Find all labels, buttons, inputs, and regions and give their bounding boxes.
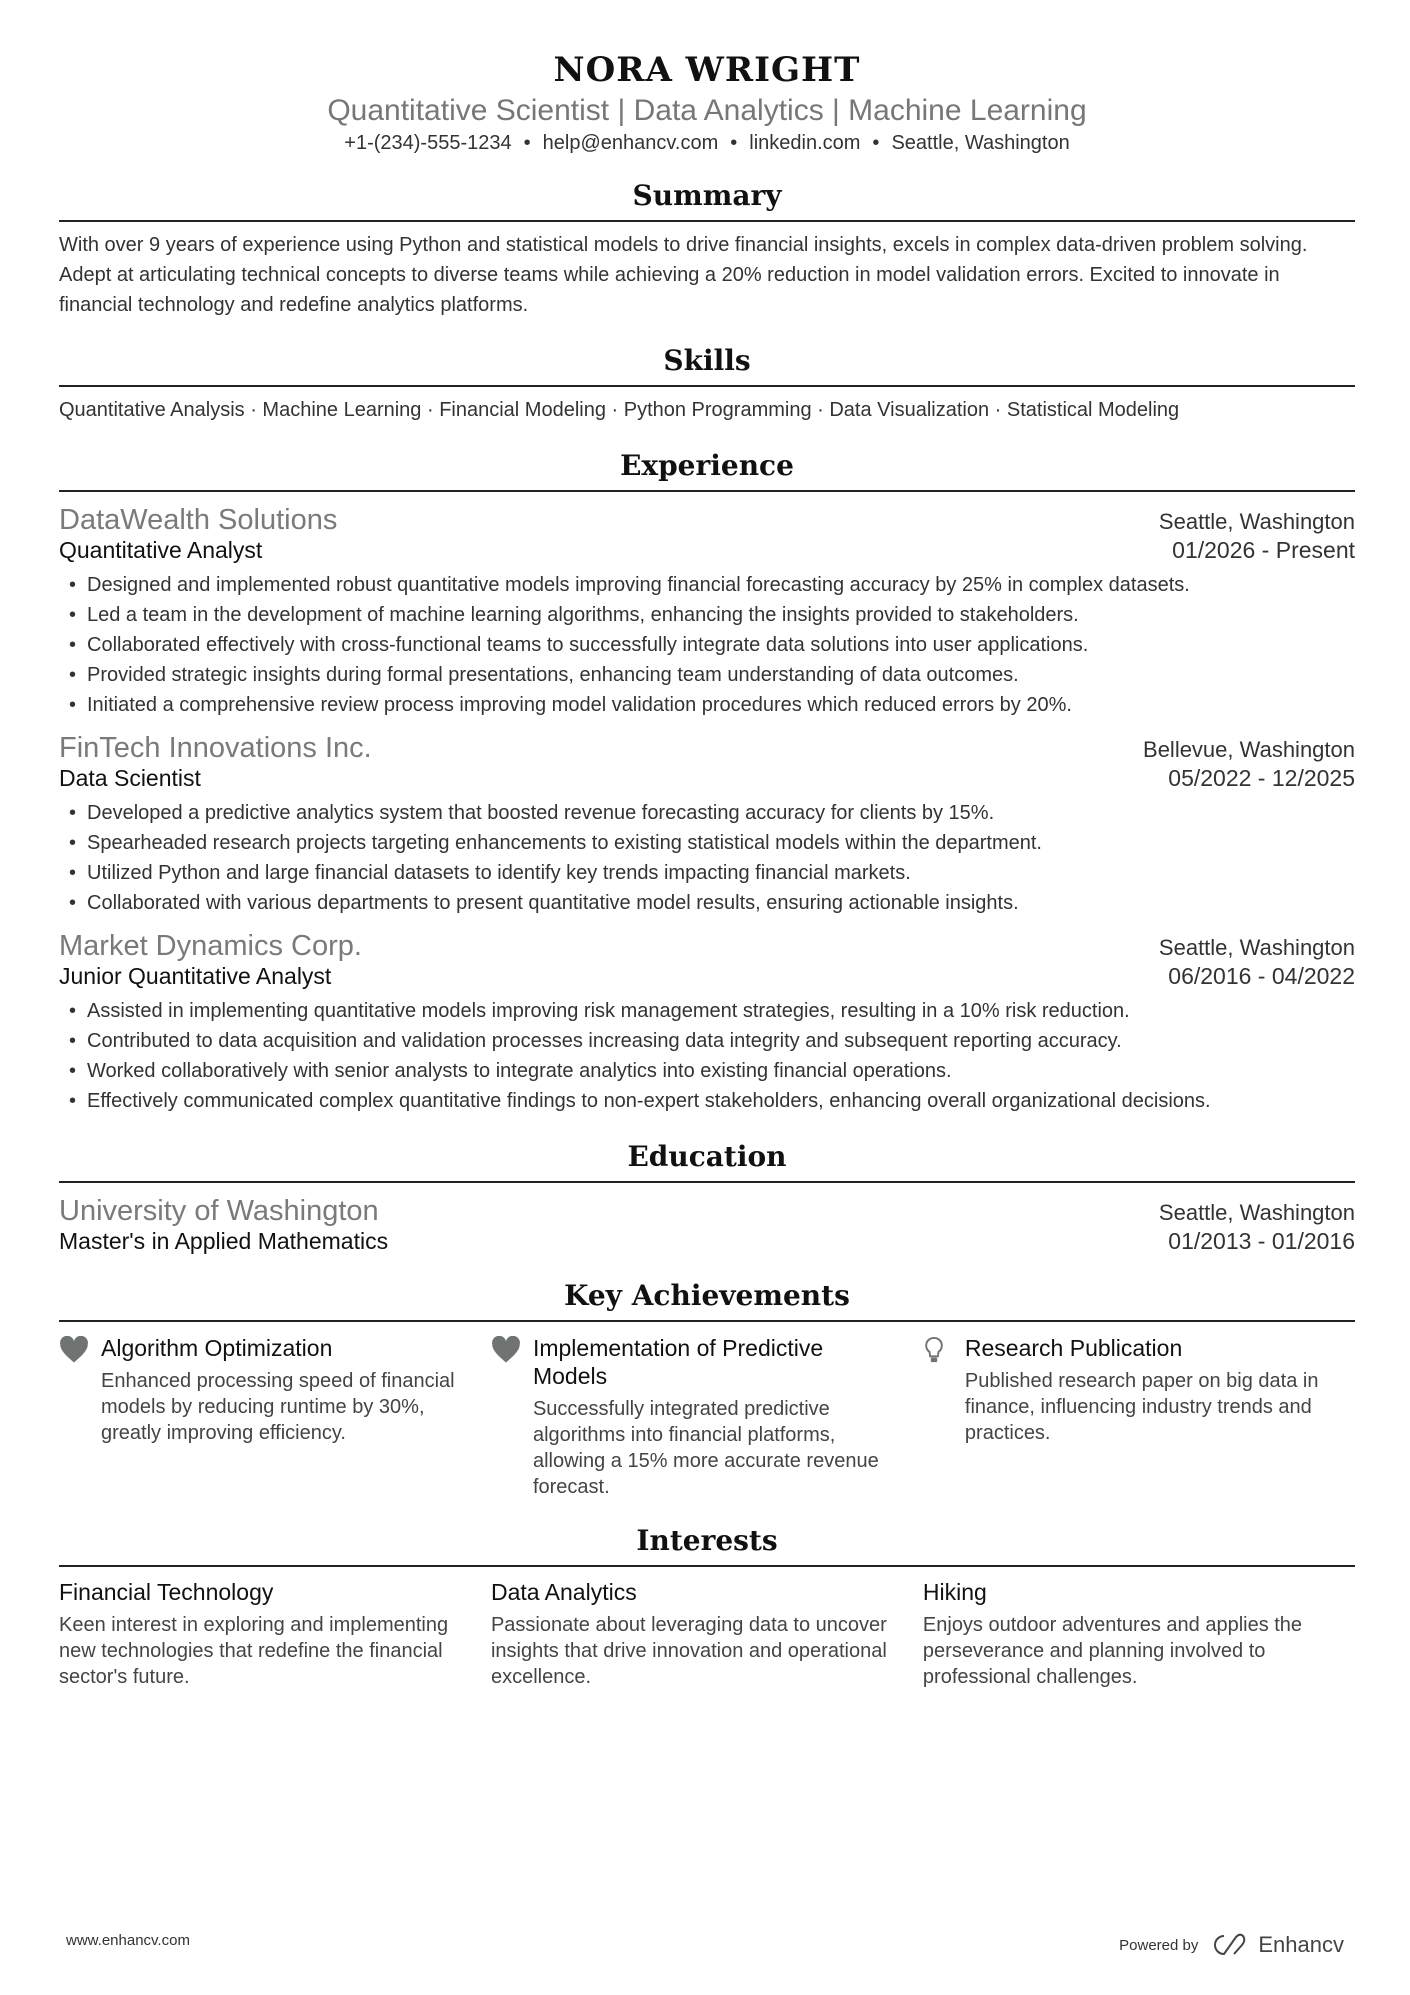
interest-title: Financial Technology bbox=[59, 1579, 274, 1605]
job-bullets bbox=[59, 996, 1355, 1116]
job-bullet: • Initiated a comprehensive review process improving model validation procedures which reduced errors by 20%. bbox=[59, 690, 1355, 720]
company-name: Market Dynamics Corp. bbox=[59, 930, 362, 962]
job-entry bbox=[59, 732, 1355, 918]
job-bullets bbox=[59, 798, 1355, 918]
interest-item bbox=[59, 1579, 491, 1690]
education-dates: 01/2013 - 01/2016 bbox=[1168, 1228, 1355, 1254]
job-bullet: • Effectively communicated complex quantitative findings to non-expert stakeholders, enhancing overall organizational decisions. bbox=[59, 1086, 1355, 1116]
experience-list bbox=[59, 504, 1355, 1116]
job-bullet: • Spearheaded research projects targeting enhancements to existing statistical models within the department. bbox=[59, 828, 1355, 858]
powered-by-label: Powered by bbox=[1119, 1936, 1199, 1954]
interests-heading: Interests bbox=[59, 1524, 1355, 1567]
skills-heading: Skills bbox=[59, 344, 1355, 387]
achievement-desc: Published research paper on big data in finance, influencing industry trends and practices. bbox=[964, 1370, 1319, 1444]
enhancv-logo-icon bbox=[1212, 1933, 1252, 1957]
school: University of Washington bbox=[59, 1195, 379, 1227]
contact-info: +1-(234)-555-1234 • help@enhancv.com • linkedin.com • Seattle, Washington bbox=[344, 132, 1070, 154]
school-location: Seattle, Washington bbox=[1158, 1200, 1355, 1225]
heart-icon bbox=[491, 1334, 533, 1500]
company-name: FinTech Innovations Inc. bbox=[59, 732, 372, 764]
headline: Quantitative Scientist | Data Analytics | Machine Learning bbox=[327, 94, 1087, 127]
enhancv-logo[interactable] bbox=[1212, 1932, 1344, 1958]
footer bbox=[66, 1932, 1344, 1958]
achievement-title: Research Publication bbox=[964, 1335, 1183, 1361]
summary-text: With over 9 years of experience using Python and statistical models to drive financial insights, excels in complex data-driven problem solving. Adept at articulating technical concepts to diverse teams while achieving a 20% reduction in model validation errors. Excited to innovate in financial technology and redefine analytics platforms. bbox=[59, 234, 1308, 316]
job-bullet: • Assisted in implementing quantitative models improving risk management strategies, resulting in a 10% risk reduction. bbox=[59, 996, 1355, 1026]
job-bullet: • Utilized Python and large financial datasets to identify key trends impacting financial markets. bbox=[59, 858, 1355, 888]
summary-heading: Summary bbox=[59, 179, 1355, 222]
job-dates: 05/2022 - 12/2025 bbox=[1168, 765, 1355, 791]
achievements-grid bbox=[59, 1334, 1355, 1500]
achievement-item bbox=[59, 1334, 491, 1500]
interest-item bbox=[491, 1579, 923, 1690]
achievement-desc: Successfully integrated predictive algorithms into financial platforms, allowing a 15% more accurate revenue forecast. bbox=[532, 1398, 879, 1498]
location: Seattle, Washington bbox=[891, 132, 1070, 154]
enhancv-brand: Enhancv bbox=[1258, 1932, 1344, 1957]
interest-desc: Keen interest in exploring and implementing new technologies that redefine the financial sector's future. bbox=[59, 1614, 449, 1688]
job-entry bbox=[59, 504, 1355, 720]
skills-list: Quantitative Analysis · Machine Learning · Financial Modeling · Python Programming · Data Visualization · Statistical Modeling bbox=[59, 399, 1180, 421]
experience-heading: Experience bbox=[59, 449, 1355, 492]
job-bullet: • Collaborated effectively with cross-functional teams to successfully integrate data solutions into user applications. bbox=[59, 630, 1355, 660]
job-bullet: • Provided strategic insights during formal presentations, enhancing team understanding of data outcomes. bbox=[59, 660, 1355, 690]
interest-title: Data Analytics bbox=[490, 1579, 637, 1605]
achievement-item bbox=[923, 1334, 1355, 1500]
job-bullets bbox=[59, 570, 1355, 720]
job-dates: 06/2016 - 04/2022 bbox=[1168, 963, 1355, 989]
achievement-item bbox=[491, 1334, 923, 1500]
company-name: DataWealth Solutions bbox=[59, 504, 338, 536]
job-location: Seattle, Washington bbox=[1158, 509, 1355, 534]
job-bullet: • Led a team in the development of machine learning algorithms, enhancing the insights provided to stakeholders. bbox=[59, 600, 1355, 630]
job-location: Bellevue, Washington bbox=[1143, 737, 1355, 762]
job-entry bbox=[59, 930, 1355, 1116]
phone: +1-(234)-555-1234 bbox=[344, 132, 512, 154]
education-entry bbox=[59, 1195, 1355, 1255]
job-dates: 01/2026 - Present bbox=[1172, 537, 1355, 563]
job-location: Seattle, Washington bbox=[1158, 935, 1355, 960]
job-bullet: • Collaborated with various departments to present quantitative model results, ensuring actionable insights. bbox=[59, 888, 1355, 918]
interest-item bbox=[923, 1579, 1355, 1690]
achievement-desc: Enhanced processing speed of financial models by reducing runtime by 30%, greatly improving efficiency. bbox=[101, 1370, 455, 1444]
achievement-title: Algorithm Optimization bbox=[101, 1335, 333, 1361]
linkedin[interactable]: linkedin.com bbox=[749, 132, 861, 154]
degree: Master's in Applied Mathematics bbox=[59, 1228, 389, 1254]
interests-grid bbox=[59, 1579, 1355, 1690]
job-title: Data Scientist bbox=[59, 765, 201, 791]
heart-icon bbox=[59, 1334, 101, 1500]
interest-desc: Passionate about leveraging data to uncover insights that drive innovation and operational excellence. bbox=[490, 1614, 887, 1688]
candidate-name: NORA WRIGHT bbox=[553, 50, 861, 90]
email[interactable]: help@enhancv.com bbox=[542, 132, 719, 154]
achievements-heading: Key Achievements bbox=[59, 1279, 1355, 1322]
interest-title: Hiking bbox=[922, 1579, 987, 1605]
footer-website[interactable]: www.enhancv.com bbox=[66, 1932, 190, 1949]
lightbulb-icon bbox=[923, 1334, 965, 1500]
job-bullet: • Designed and implemented robust quantitative models improving financial forecasting accuracy by 25% in complex datasets. bbox=[59, 570, 1355, 600]
job-bullet: • Developed a predictive analytics system that boosted revenue forecasting accuracy for clients by 15%. bbox=[59, 798, 1355, 828]
job-bullet: • Worked collaboratively with senior analysts to integrate analytics into existing financial operations. bbox=[59, 1056, 1355, 1086]
job-title: Junior Quantitative Analyst bbox=[59, 963, 332, 989]
education-heading: Education bbox=[59, 1140, 1355, 1183]
job-bullet: • Contributed to data acquisition and validation processes increasing data integrity and subsequent reporting accuracy. bbox=[59, 1026, 1355, 1056]
job-title: Quantitative Analyst bbox=[59, 537, 263, 563]
achievement-title: Implementation of Predictive Models bbox=[532, 1335, 824, 1389]
interest-desc: Enjoys outdoor adventures and applies the perseverance and planning involved to professional challenges. bbox=[922, 1614, 1303, 1688]
